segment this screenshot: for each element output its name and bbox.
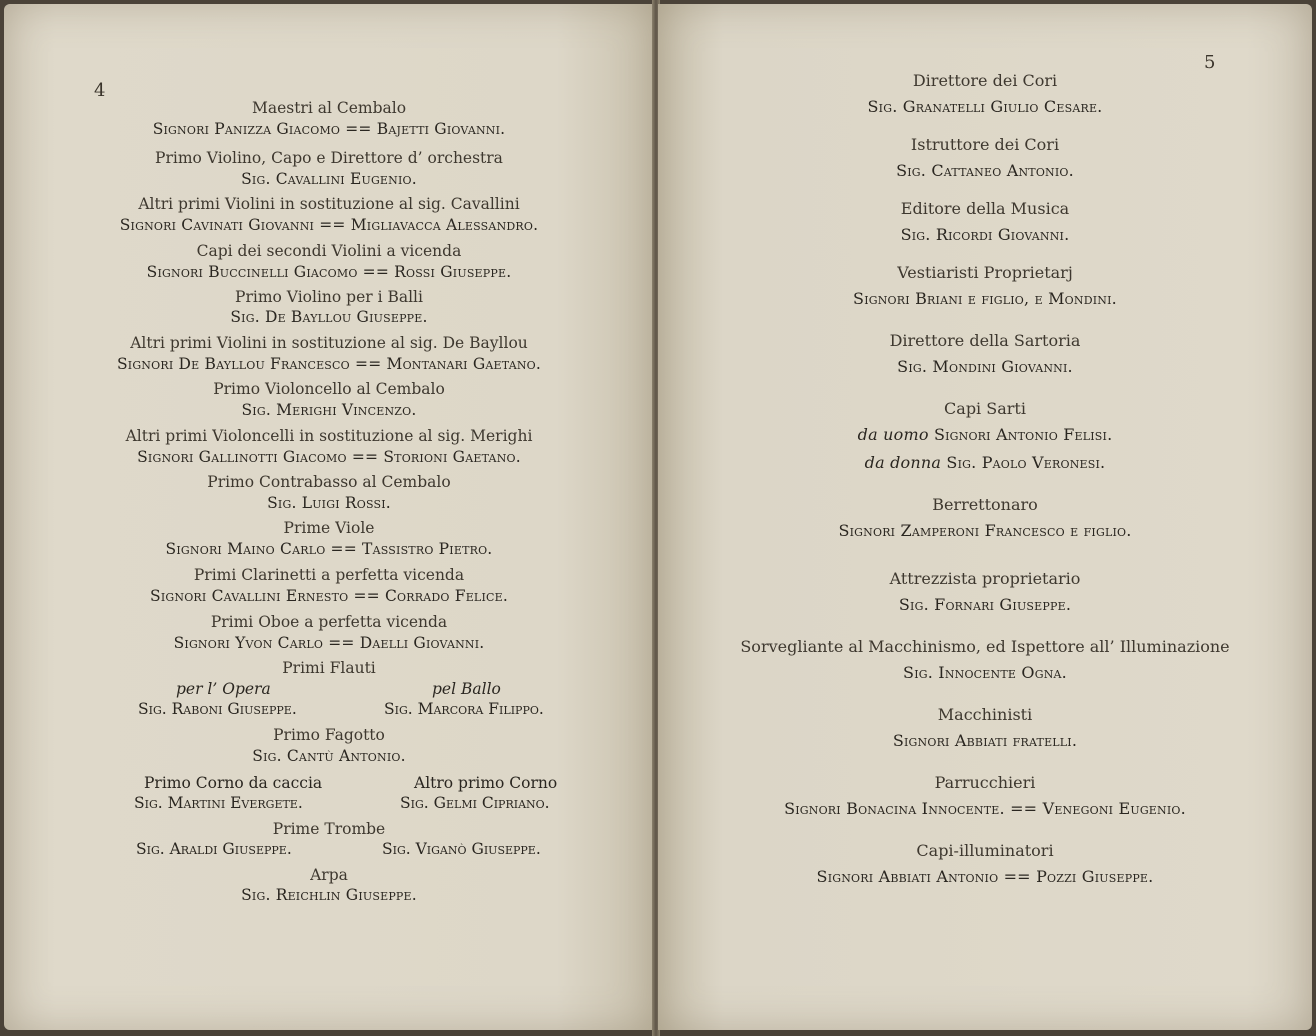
right-line-names-9: Sig. Mondini Giovanni.: [897, 357, 1073, 376]
left-line-names-7: Signori Buccinelli Giacomo == Rossi Giuseppe.: [146, 263, 512, 281]
left-line-names-5: Signori Cavinati Giovanni == Migliavacca Alessandro.: [119, 216, 539, 234]
left-line-names-23: Signori Yvon Carlo == Daelli Giovanni.: [173, 634, 485, 652]
left-line-heading-6: Capi dei secondi Violini a vicenda: [196, 242, 462, 260]
right-line-names-20: Signori Abbiati fratelli.: [892, 731, 1078, 750]
left-line-heading-18: Prime Viole: [283, 519, 375, 537]
right-line-names-3: Sig. Cattaneo Antonio.: [896, 161, 1074, 180]
left-line-heading-12: Primo Violoncello al Cembalo: [213, 380, 445, 398]
right-line-heading-4: Editore della Musica: [900, 199, 1070, 218]
left-line-names-17: Sig. Luigi Rossi.: [267, 494, 391, 512]
page-number-left: 4: [94, 80, 106, 101]
left-line-names-15: Signori Gallinotti Giacomo == Storioni Gaetano.: [137, 448, 521, 466]
left-line-heading-22: Primi Oboe a perfetta vicenda: [210, 613, 448, 631]
right-line-heading-23: Capi-illuminatori: [916, 841, 1054, 860]
left-line-names-11: Signori De Bayllou Francesco == Montanari Gaetano.: [116, 355, 542, 373]
left-line-names-13: Sig. Merighi Vincenzo.: [241, 401, 417, 419]
left-line-names-1: Signori Panizza Giacomo == Bajetti Giovanni.: [152, 120, 506, 138]
right-line-heading-8: Direttore della Sartoria: [889, 331, 1081, 350]
right-line-names-16: Sig. Fornari Giuseppe.: [898, 595, 1072, 614]
corno-name-left: Sig. Martini Evergete.: [134, 794, 303, 812]
right-line-heading-13: Berrettonaro: [932, 495, 1038, 514]
trombe-name-left: Sig. Araldi Giuseppe.: [136, 840, 292, 858]
right-page: [658, 4, 1312, 1030]
arpa-heading: Arpa: [310, 866, 348, 884]
right-line-heading-15: Attrezzista proprietario: [889, 569, 1081, 588]
fagotto-name: Sig. Cantù Antonio.: [252, 747, 406, 765]
right-line-names-24: Signori Abbiati Antonio == Pozzi Giuseppe.: [816, 867, 1154, 886]
left-line-heading-4: Altri primi Violini in sostituzione al sig. Cavallini: [138, 195, 520, 213]
right-line-names-18: Sig. Innocente Ogna.: [903, 663, 1067, 682]
left-line-heading-0: Maestri al Cembalo: [251, 99, 407, 117]
arpa-name: Sig. Reichlin Giuseppe.: [241, 886, 417, 904]
corno-name-right: Sig. Gelmi Cipriano.: [400, 794, 550, 812]
right-line-names-12: da donna Sig. Paolo Veronesi.: [864, 453, 1106, 472]
left-line-names-19: Signori Maino Carlo == Tassistro Pietro.: [165, 540, 493, 558]
left-line-heading-2: Primo Violino, Capo e Direttore d’ orchestra: [155, 149, 503, 167]
right-line-heading-19: Macchinisti: [937, 705, 1033, 724]
left-line-heading-16: Primo Contrabasso al Cembalo: [207, 473, 451, 491]
flauti-ballo-heading: pel Ballo: [432, 680, 501, 698]
left-line-heading-24: Primi Flauti: [282, 659, 376, 677]
right-line-heading-6: Vestiaristi Proprietarj: [897, 263, 1073, 282]
corno-heading-right: Altro primo Corno: [414, 774, 558, 792]
flauti-opera-heading: per l’ Opera: [176, 680, 271, 698]
corno-heading-left: Primo Corno da caccia: [144, 774, 323, 792]
right-line-names-7: Signori Briani e figlio, e Mondini.: [853, 289, 1117, 308]
right-line-heading-17: Sorvegliante al Macchinismo, ed Ispettore all’ Illuminazione: [740, 637, 1230, 656]
left-line-names-3: Sig. Cavallini Eugenio.: [241, 170, 417, 188]
right-line-heading-2: Istruttore dei Cori: [910, 135, 1060, 154]
right-line-heading-21: Parrucchieri: [934, 773, 1036, 792]
left-line-heading-20: Primi Clarinetti a perfetta vicenda: [193, 566, 465, 584]
page-number-right: 5: [1204, 52, 1216, 73]
flauti-opera-name: Sig. Raboni Giuseppe.: [138, 700, 297, 718]
right-line-names-1: Sig. Granatelli Giulio Cesare.: [867, 97, 1103, 116]
right-line-names-22: Signori Bonacina Innocente. == Venegoni Eugenio.: [784, 799, 1186, 818]
trombe-name-right: Sig. Viganò Giuseppe.: [382, 840, 541, 858]
left-line-names-9: Sig. De Bayllou Giuseppe.: [230, 308, 428, 326]
left-line-heading-8: Primo Violino per i Balli: [235, 288, 423, 306]
fagotto-heading: Primo Fagotto: [273, 726, 385, 744]
flauti-ballo-name: Sig. Marcora Filippo.: [384, 700, 544, 718]
right-line-names-5: Sig. Ricordi Giovanni.: [900, 225, 1070, 244]
right-line-heading-0: Direttore dei Cori: [912, 71, 1058, 90]
right-line-names-11: da uomo Signori Antonio Felisi.: [857, 425, 1113, 444]
left-line-heading-10: Altri primi Violini in sostituzione al sig. De Bayllou: [130, 334, 528, 352]
trombe-heading: Prime Trombe: [272, 820, 386, 838]
right-line-heading-10: Capi Sarti: [944, 399, 1026, 418]
left-line-names-21: Signori Cavallini Ernesto == Corrado Felice.: [150, 587, 508, 605]
left-line-heading-14: Altri primi Violoncelli in sostituzione al sig. Merighi: [125, 427, 533, 445]
left-page: [4, 4, 654, 1030]
right-line-names-14: Signori Zamperoni Francesco e figlio.: [838, 521, 1132, 540]
